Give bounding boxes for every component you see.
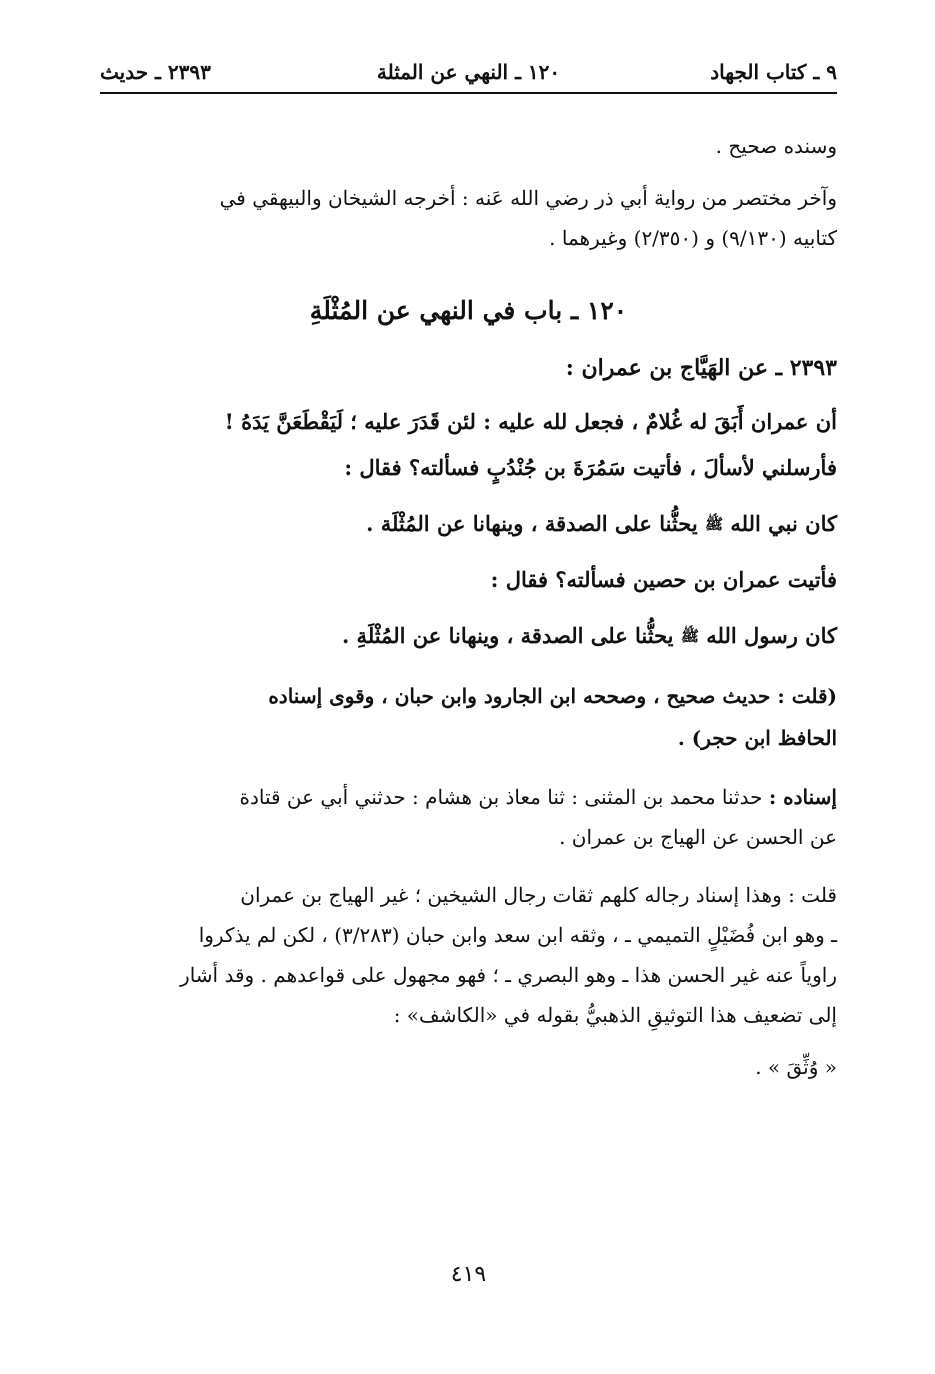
header-hadith-number: ٢٣٩٣ ـ حديث [100, 60, 211, 84]
isnad-line-2: عن الحسن عن الهياج بن عمران . [559, 825, 837, 849]
hadith-line-1: أن عمران أَبَقَ له غُلامٌ ، فجعل لله عليه : لئن قَدَرَ عليه ؛ لَيَقْطَعَنَّ يَدَهُ ! [224, 409, 837, 434]
section-title: ١٢٠ ـ باب في النهي عن المُثْلَةِ [309, 296, 628, 325]
hadith-line-5-start: كان رسول الله [706, 623, 837, 648]
hadith-heading: ٢٣٩٣ ـ عن الهَيَّاج بن عمران : [565, 355, 837, 381]
salutation-mark: ﷺ [680, 627, 699, 645]
commentary-line-4: إلى تضعيف هذا التوثيقِ الذهبيُّ بقوله في «الكاشف» : [393, 1003, 837, 1027]
isnad-line-1-text: حدثنا محمد بن المثنى : ثنا معاذ بن هشام : حدثني أبي عن قتادة [239, 785, 763, 809]
isnad-line-1 [100, 777, 837, 817]
commentary-line-2: ـ وهو ابن فُضَيْلٍ التميمي ـ ، وثقه ابن سعد وابن حبان (٣/٢٨٣) ، لكن لم يذكروا [198, 923, 837, 947]
paragraph-sanad: وسنده صحيح . [715, 134, 837, 158]
commentary-line-3: راوياً عنه غير الحسن هذا ـ وهو البصري ـ ؛ فهو مجهول على قواعدهم . وقد أشار [180, 963, 837, 987]
running-header [100, 52, 837, 94]
page-number: ٤١٩ [450, 1262, 487, 1287]
grading-note [100, 675, 837, 759]
quote-line: « وُثِّقَ » . [755, 1055, 837, 1079]
paragraph-other-narration [100, 178, 837, 258]
commentary-line-1: قلت : وهذا إسناد رجاله كلهم ثقات رجال الشيخين ؛ غير الهياج بن عمران [240, 883, 837, 907]
hadith-line-2: فأرسلني لأسألَ ، فأتيت سَمُرَةَ بن جُنْدُبٍ فسألته؟ فقال : [344, 455, 837, 480]
other-narration-line-1: وآخر مختصر من رواية أبي ذر رضي الله عَنه : أخرجه الشيخان والبيهقي في [219, 186, 837, 210]
isnad-paragraph [100, 777, 837, 857]
grading-note-line-2: الحافظ ابن حجر) . [677, 726, 837, 750]
book-page [100, 52, 837, 1342]
hadith-line-3-start: كان نبي الله [730, 511, 837, 536]
salutation-mark: ﷺ [704, 515, 724, 533]
hadith-line-5 [100, 613, 837, 659]
isnad-label: إسناده : [768, 785, 837, 809]
header-book-title: ٩ ـ كتاب الجهاد [710, 60, 837, 84]
hadith-block [100, 345, 837, 659]
hadith-line-4: فأتيت عمران بن حصين فسألته؟ فقال : [490, 567, 837, 592]
hadith-line-3-end: يحثُّنا على الصدقة ، وينهانا عن المُثْلَة . [366, 511, 698, 536]
hadith-line-5-end: يحثُّنا على الصدقة ، وينهانا عن المُثْلَةِ . [341, 623, 674, 648]
other-narration-line-2: كتابيه (٩/١٣٠) و (٢/٣٥٠) وغيرهما . [549, 226, 837, 250]
hadith-line-3 [100, 501, 837, 547]
header-chapter-title: ١٢٠ ـ النهي عن المثلة [376, 60, 561, 84]
grading-note-line-1: (قلت : حديث صحيح ، وصححه ابن الجارود وابن حبان ، وقوى إسناده [268, 684, 837, 708]
commentary-paragraph [100, 875, 837, 1035]
